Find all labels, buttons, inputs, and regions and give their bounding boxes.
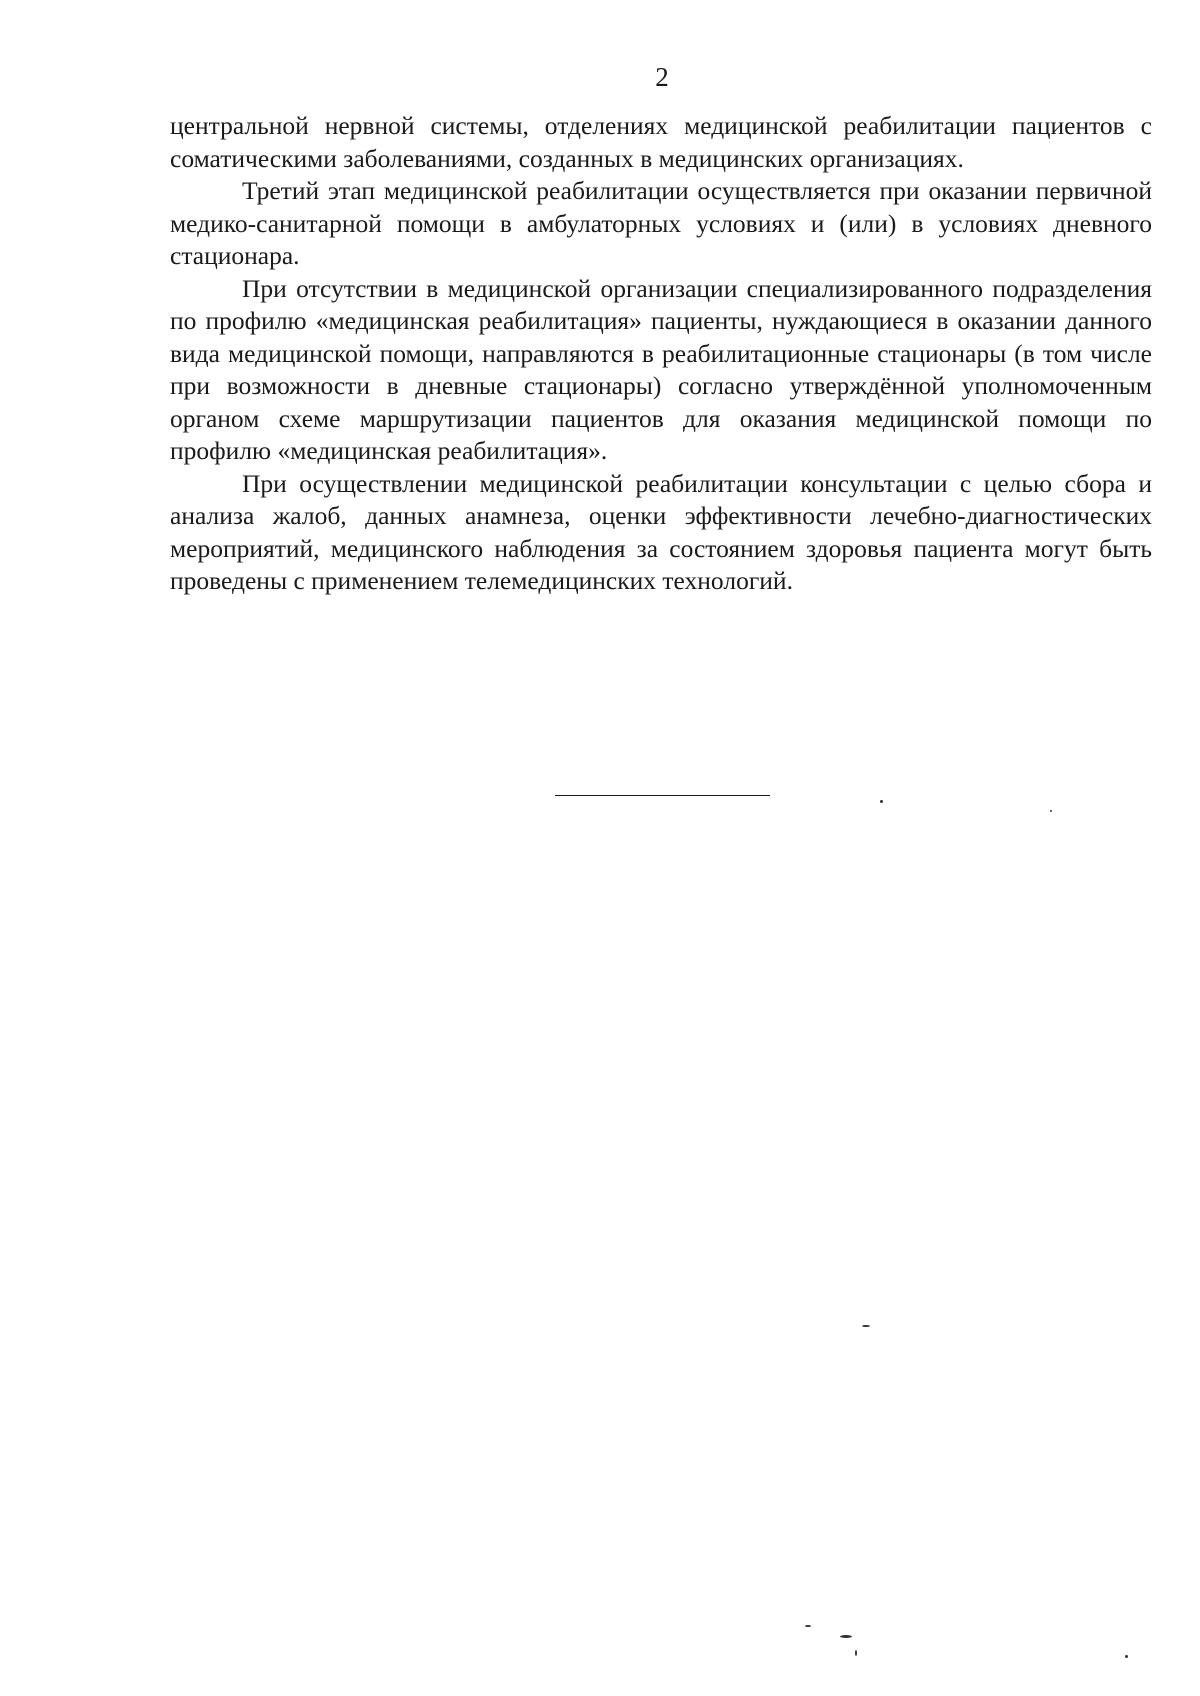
- paragraph-routing: При отсутствии в медицинской организации специализированного подразделения по профилю «медицинская реабилитация» пациенты, нуждающиеся в оказании данного вида медицинской помощи, направляются в реабилитационные стационары (в том числе при возможности в дневные стационары) согласно утверждённой уполномоченным органом схеме маршрутизации пациентов для оказания медицинской помощи по профилю «медицинская реабилитация».: [170, 273, 1152, 465]
- scan-speck: [855, 1650, 857, 1656]
- scan-speck: [805, 1625, 811, 1627]
- page-number: 2: [655, 62, 669, 92]
- scan-speck: [880, 800, 883, 803]
- scan-speck: [840, 1635, 852, 1638]
- scan-speck: [862, 1325, 870, 1327]
- scan-speck: [1050, 810, 1052, 812]
- paragraph-continuation: центральной нервной системы, отделениях медицинской реабилитации пациентов с соматическими заболеваниями, созданных в медицинских организациях.: [170, 111, 1152, 173]
- paragraph-third-stage: Третий этап медицинской реабилитации осуществляется при оказании первичной медико-санитарной помощи в амбулаторных условиях и (или) в условиях дневного стационара.: [170, 176, 1152, 270]
- document-body: [170, 110, 1152, 598]
- paragraph-telemedicine: При осуществлении медицинской реабилитации консультации с целью сбора и анализа жалоб, данных анамнеза, оценки эффективности лечебно-диагностических мероприятий, медицинского наблюдения за состоянием здоровья пациента могут быть проведены с применением телемедицинских технологий.: [170, 468, 1152, 595]
- separator-line: [555, 795, 770, 796]
- scan-speck: [1125, 1655, 1128, 1658]
